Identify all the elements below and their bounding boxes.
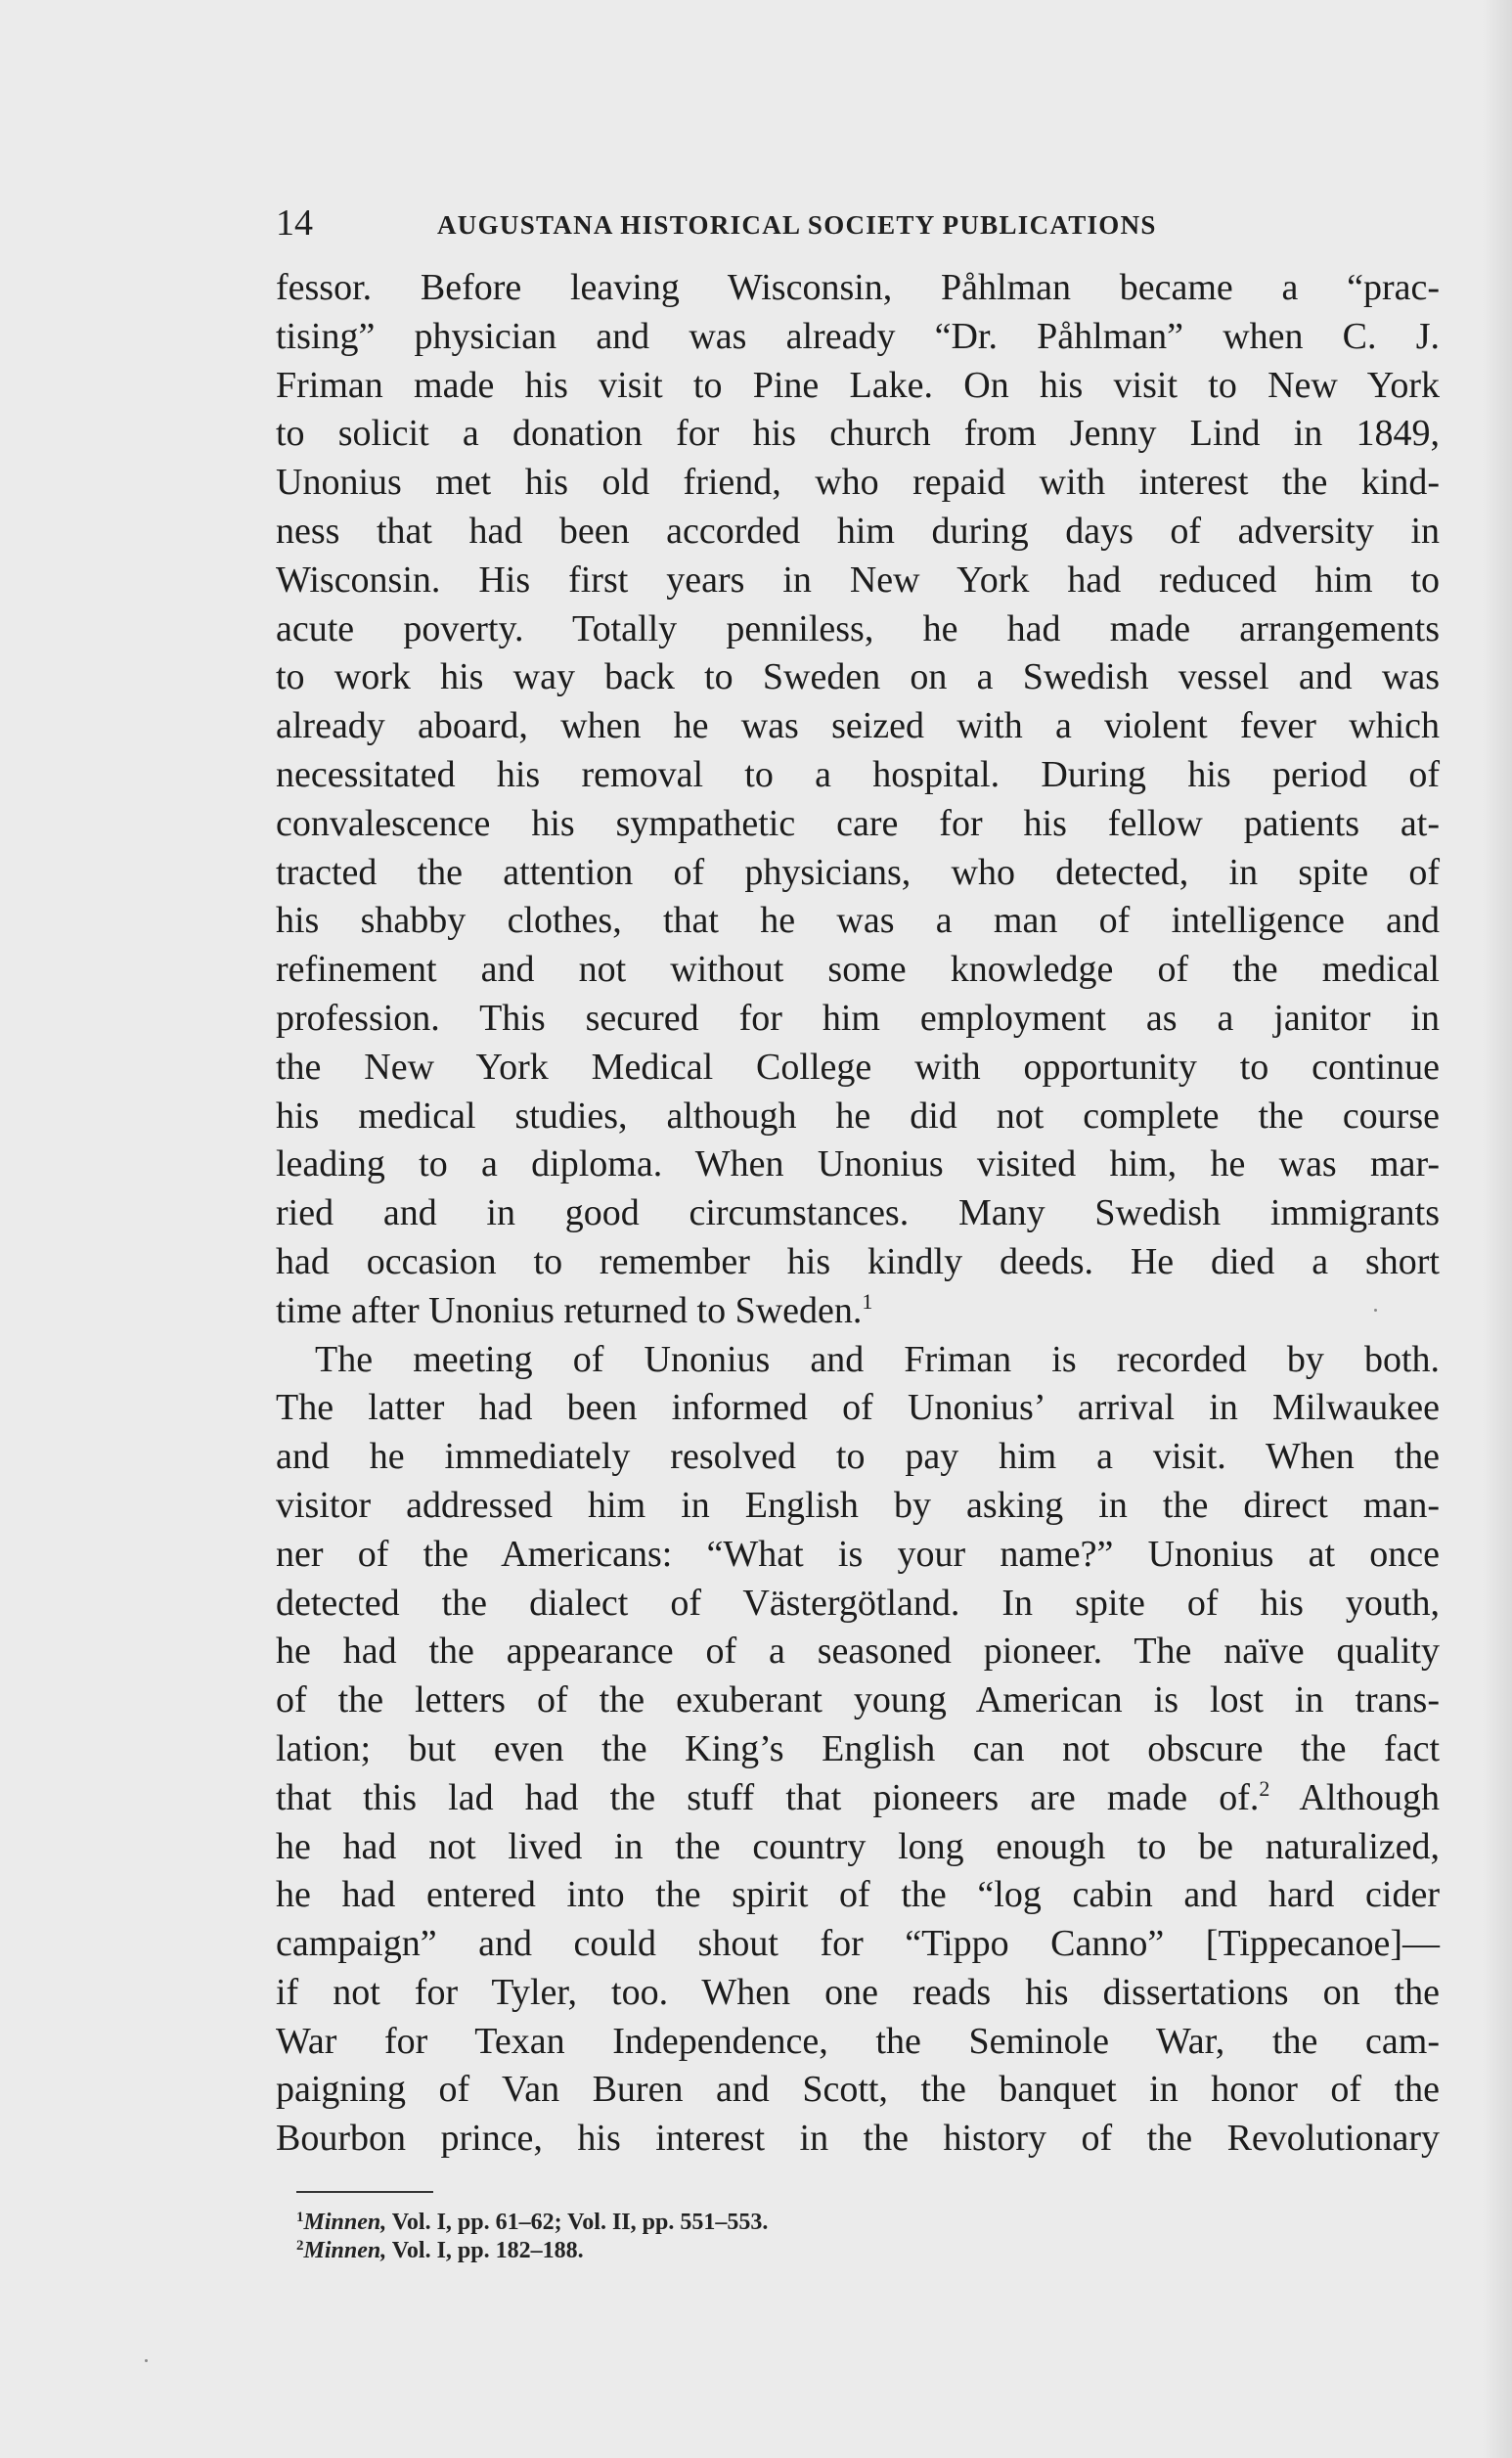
text-line: War for Texan Independence, the Seminole War, the cam- — [276, 2020, 1440, 2062]
text-line: ness that had been accorded him during days of adversity in — [276, 510, 1440, 552]
text-line: to solicit a donation for his church from Jenny Lind in 1849, — [276, 413, 1440, 455]
text-line: the New York Medical College with opportunity to continue — [276, 1046, 1440, 1088]
text-line: profession. This secured for him employment as a janitor in — [276, 997, 1440, 1039]
footnote-reference: 2 — [1259, 1775, 1270, 1801]
text-line: to work his way back to Sweden on a Swedish vessel and was — [276, 656, 1440, 698]
text-line: campaign” and could shout for “Tippo Canno” [Tippecanoe]— — [276, 1923, 1440, 1965]
body-text — [276, 264, 1440, 2164]
text-line: his medical studies, although he did not complete the course — [276, 1095, 1440, 1137]
text-line: Bourbon prince, his interest in the history of the Revolutionary — [276, 2118, 1440, 2160]
text-line: leading to a diploma. When Unonius visited him, he was mar- — [276, 1143, 1440, 1185]
page-number: 14 — [276, 202, 313, 244]
scan-speck — [145, 2359, 148, 2362]
text-line: Wisconsin. His first years in New York had reduced him to — [276, 559, 1440, 601]
text-line — [276, 1287, 1440, 1336]
text-line: and he immediately resolved to pay him a visit. When the — [276, 1436, 1440, 1478]
footnote-marker: 2 — [296, 2238, 304, 2254]
text-line: refinement and not without some knowledge of the medical — [276, 949, 1440, 991]
text-line: of the letters of the exuberant young American is lost in trans- — [276, 1679, 1440, 1721]
footnote-divider — [296, 2191, 433, 2193]
text-line: Friman made his visit to Pine Lake. On his visit to New York — [276, 364, 1440, 406]
text-line: Unonius met his old friend, who repaid with interest the kind- — [276, 462, 1440, 504]
text-line: his shabby clothes, that he was a man of intelligence and — [276, 900, 1440, 942]
text-line: paigning of Van Buren and Scott, the banquet in honor of the — [276, 2069, 1440, 2111]
text-line: necessitated his removal to a hospital. During his period of — [276, 753, 1440, 795]
scan-speck — [1374, 1309, 1377, 1312]
text-line: detected the dialect of Västergötland. In spite of his youth, — [276, 1582, 1440, 1624]
text-line: ner of the Americans: “What is your name?” Unonius at once — [276, 1533, 1440, 1575]
text-line: ried and in good circumstances. Many Swedish immigrants — [276, 1192, 1440, 1234]
text-line: convalescence his sympathetic care for his fellow patients at- — [276, 802, 1440, 844]
text-line: he had the appearance of a seasoned pioneer. The naïve quality — [276, 1631, 1440, 1673]
text-line: acute poverty. Totally penniless, he had made arrangements — [276, 607, 1440, 649]
footnote-source: Minnen, — [303, 2210, 387, 2235]
page-header — [276, 199, 1440, 247]
text-line-content: Although — [1299, 1776, 1440, 1818]
text-line: fessor. Before leaving Wisconsin, Påhlman became a “prac- — [276, 267, 1440, 308]
footnote-source: Minnen, — [303, 2238, 387, 2263]
footnote-citation: Vol. I, pp. 182–188. — [391, 2238, 584, 2263]
running-head: AUGUSTANA HISTORICAL SOCIETY PUBLICATIONS — [437, 210, 1157, 240]
footnote-reference: 1 — [862, 1288, 873, 1314]
footnote — [296, 2209, 1177, 2237]
text-line: had occasion to remember his kindly deeds. He died a short — [276, 1240, 1440, 1282]
footnote — [296, 2237, 1177, 2265]
text-line: visitor addressed him in English by asking in the direct man- — [276, 1484, 1440, 1526]
text-line: he had not lived in the country long enough to be naturalized, — [276, 1825, 1440, 1867]
text-line-content: time after Unonius returned to Sweden. — [276, 1289, 863, 1331]
text-line: tracted the attention of physicians, who detected, in spite of — [276, 851, 1440, 893]
text-line: if not for Tyler, too. When one reads his dissertations on the — [276, 1971, 1440, 2013]
text-line: already aboard, when he was seized with a violent fever which — [276, 705, 1440, 747]
text-line: The latter had been informed of Unonius’ arrival in Milwaukee — [276, 1387, 1440, 1429]
footnote-marker: 1 — [296, 2210, 304, 2225]
text-line-content: that this lad had the stuff that pioneers are made of. — [276, 1776, 1260, 1818]
page-edge-shadow — [1483, 0, 1512, 2458]
text-line: he had entered into the spirit of the “log cabin and hard cider — [276, 1874, 1440, 1916]
text-line: lation; but even the King’s English can not obscure the fact — [276, 1727, 1440, 1769]
footnotes — [296, 2209, 1177, 2265]
text-line: tising” physician and was already “Dr. Påhlman” when C. J. — [276, 315, 1440, 357]
footnote-citation: Vol. I, pp. 61–62; Vol. II, pp. 551–553. — [391, 2210, 769, 2235]
text-line: The meeting of Unonius and Friman is recorded by both. — [315, 1338, 1440, 1380]
text-line — [276, 1774, 1440, 1823]
